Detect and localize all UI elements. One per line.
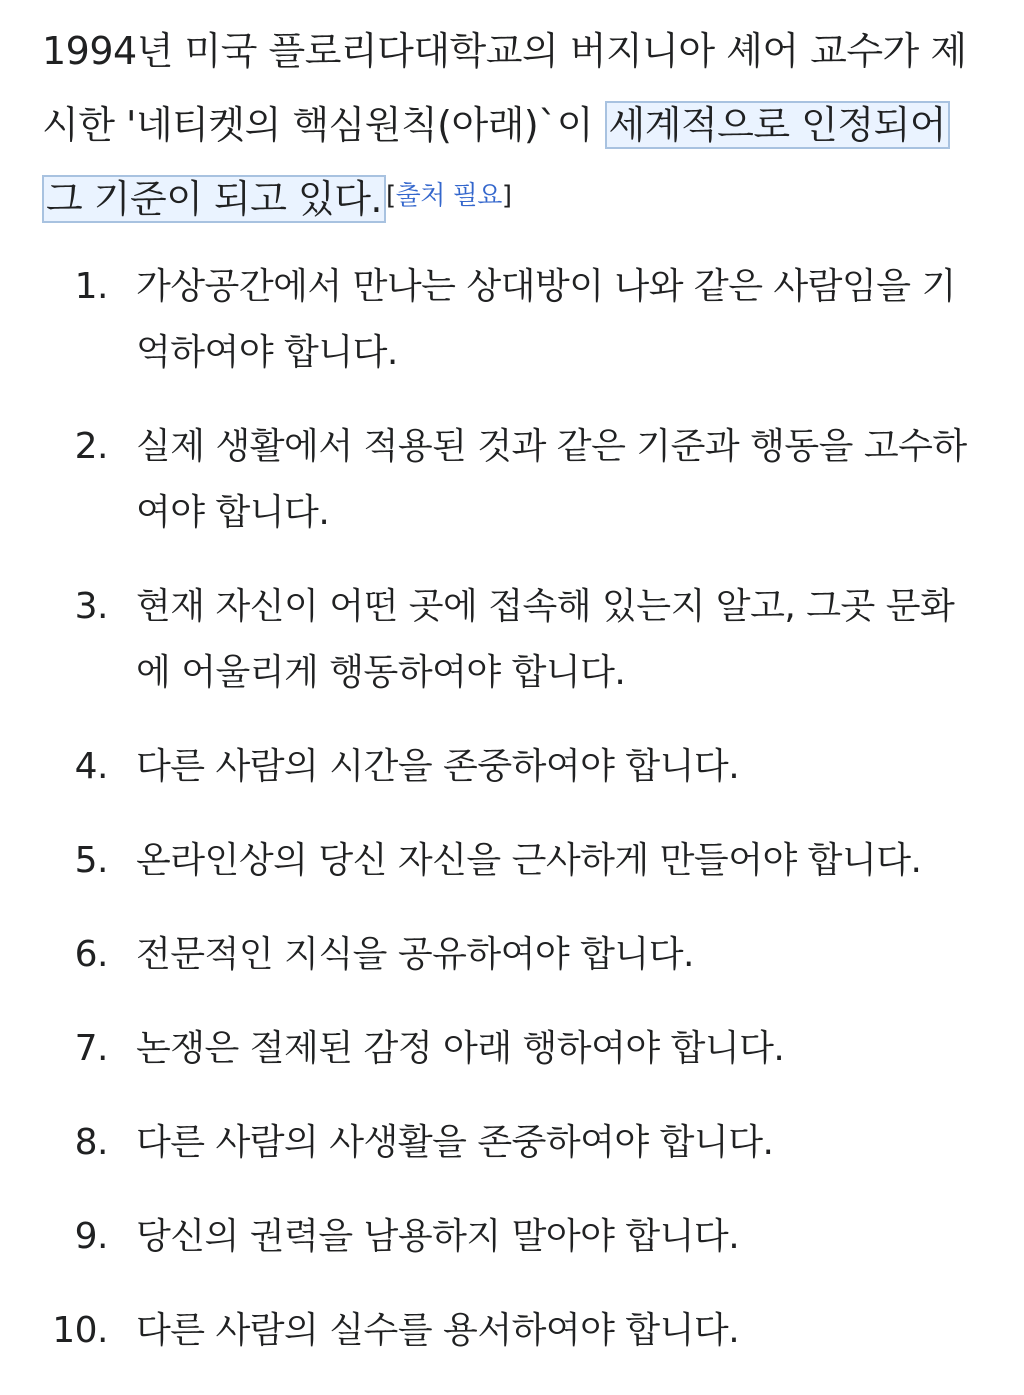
list-item	[42, 1110, 982, 1176]
citation-needed	[386, 181, 512, 211]
list-item	[42, 828, 982, 894]
list-item	[42, 922, 982, 988]
list-number: 2.	[74, 426, 108, 467]
list-item-text: 당신의 권력을 남용하지 말아야 합니다.	[136, 1216, 740, 1257]
citation-close-bracket: ]	[501, 181, 512, 212]
list-item-text: 다른 사람의 실수를 용서하여야 합니다.	[136, 1310, 740, 1351]
list-number: 5.	[74, 840, 108, 881]
netiquette-rules-list	[42, 254, 982, 1392]
intro-text: 1994년 미국 플로리다대학교의 버지니아 셰어 교수가 제시한 '네티켓의 핵심원칙(아래)`이	[42, 29, 967, 147]
citation-open-bracket: [	[385, 181, 396, 212]
list-item-text: 가상공간에서 만나는 상대방이 나와 같은 사람임을 기억하여야 합니다.	[136, 266, 956, 373]
list-item	[42, 1016, 982, 1082]
list-number: 10.	[52, 1310, 108, 1351]
list-number: 1.	[74, 266, 108, 307]
list-number: 4.	[74, 746, 108, 787]
list-item-text: 현재 자신이 어떤 곳에 접속해 있는지 알고, 그곳 문화에 어울리게 행동하여야 합니다.	[136, 586, 955, 693]
list-item	[42, 734, 982, 800]
list-item-text: 실제 생활에서 적용된 것과 같은 기준과 행동을 고수하여야 합니다.	[136, 426, 967, 533]
list-number: 3.	[74, 586, 108, 627]
intro-paragraph	[42, 14, 982, 236]
list-number: 9.	[74, 1216, 108, 1257]
list-item	[42, 254, 982, 386]
list-number: 7.	[74, 1028, 108, 1069]
list-item-text: 전문적인 지식을 공유하여야 합니다.	[136, 934, 694, 975]
article-body	[42, 14, 982, 1351]
list-item	[42, 414, 982, 546]
list-item	[42, 1298, 982, 1364]
highlighted-claim[interactable]: 세계적으로 인정되어 그 기준이 되고 있다.	[42, 101, 950, 223]
list-item-text: 다른 사람의 사생활을 존중하여야 합니다.	[136, 1122, 774, 1163]
list-item	[42, 1204, 982, 1270]
list-number: 8.	[74, 1122, 108, 1163]
list-number: 6.	[74, 934, 108, 975]
list-item	[42, 574, 982, 706]
list-item-text: 다른 사람의 시간을 존중하여야 합니다.	[136, 746, 740, 787]
citation-needed-link[interactable]: 출처 필요	[395, 181, 502, 212]
list-item-text: 온라인상의 당신 자신을 근사하게 만들어야 합니다.	[136, 840, 922, 881]
list-item-text: 논쟁은 절제된 감정 아래 행하여야 합니다.	[136, 1028, 785, 1069]
